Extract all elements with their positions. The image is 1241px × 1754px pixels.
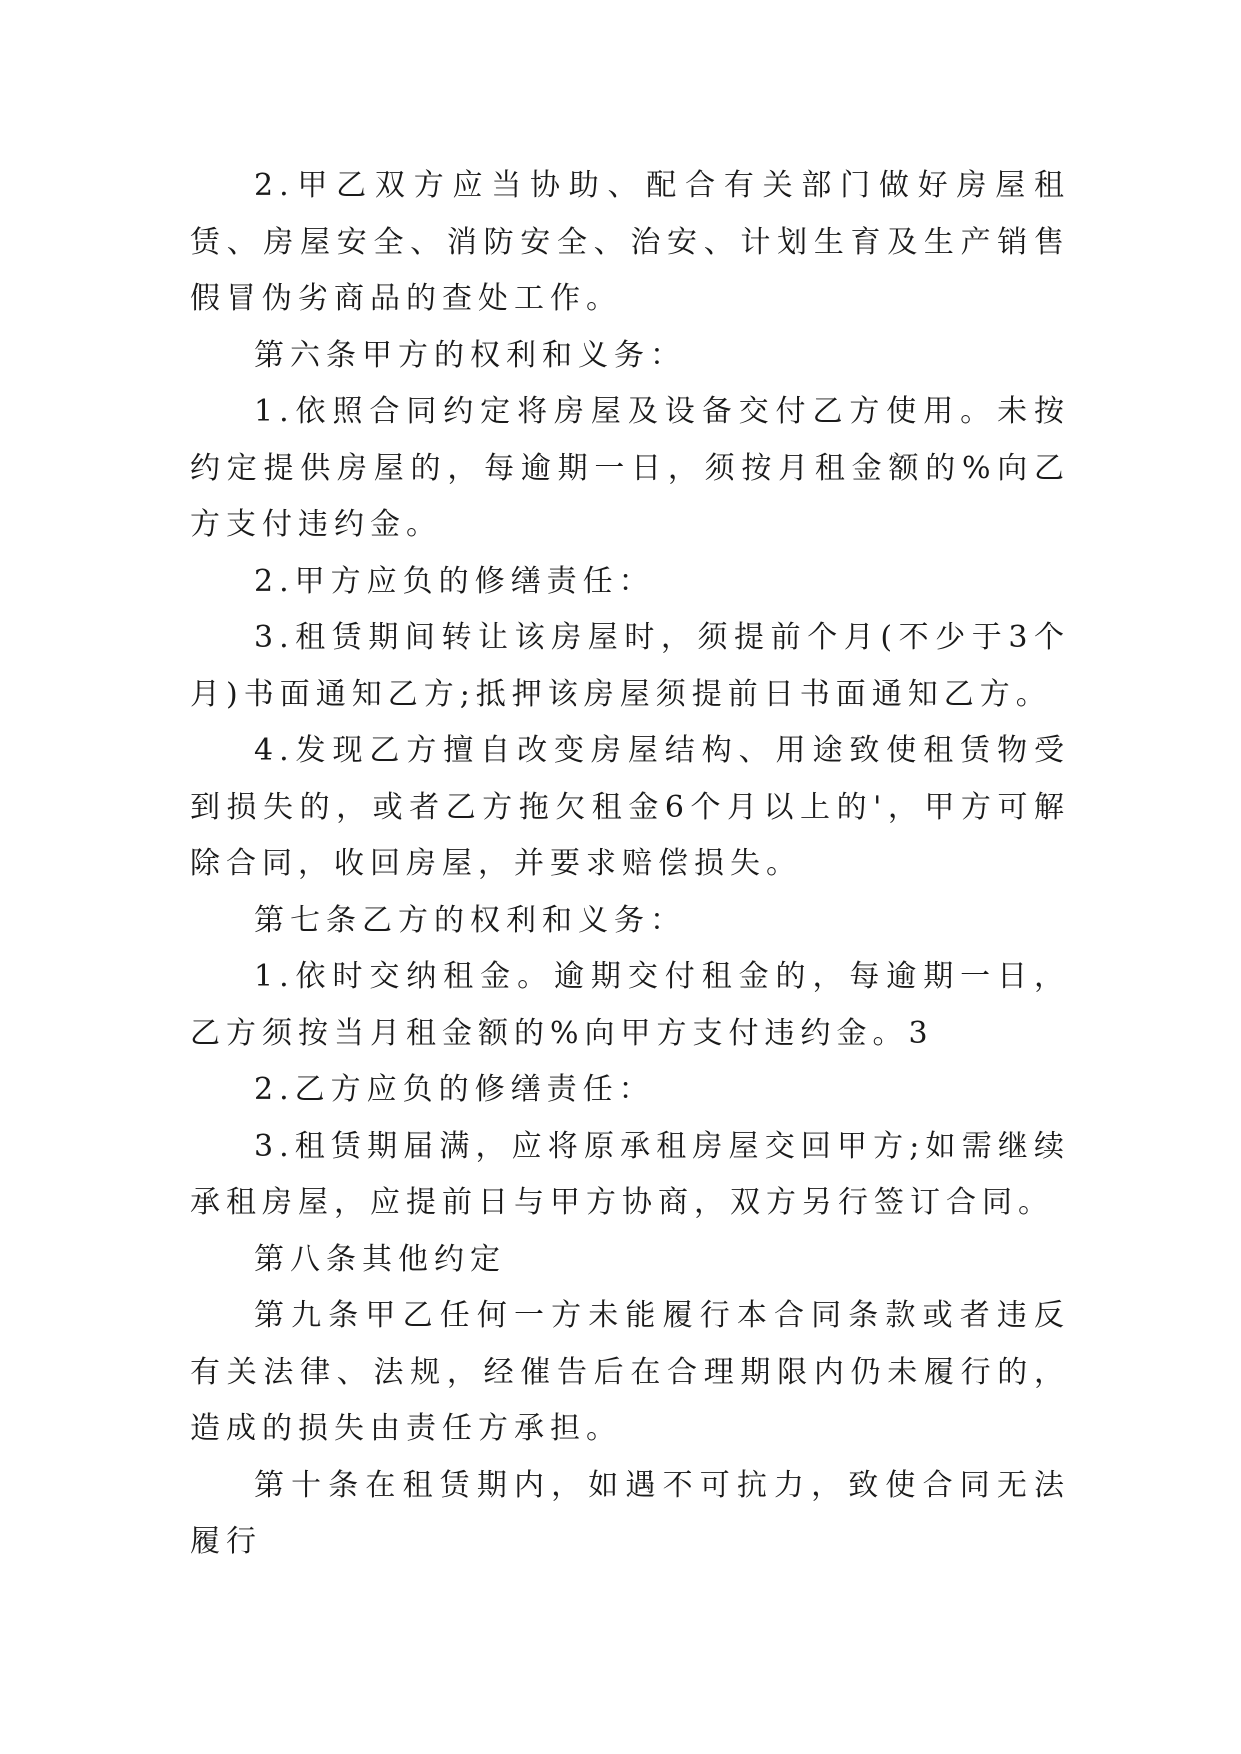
paragraph-article-6-item-2: 2.甲方应负的修缮责任： [254,563,655,599]
paragraph-article-7-item-1: 1.依时交纳租金。逾期交付租金的，每逾期一日，乙方须按当月租金额的%向甲方支付违约金。3 [190,959,1070,1051]
paragraph-article-7-item-3: 3.租赁期届满，应将原承租房屋交回甲方;如需继续承租房屋，应提前日与甲方协商，双方另行签订合同。 [190,1128,1070,1220]
heading-article-6: 第六条甲方的权利和义务： [254,337,686,373]
heading-article-7: 第七条乙方的权利和义务： [254,902,686,938]
paragraph-article-6-item-4: 4.发现乙方擅自改变房屋结构、用途致使租赁物受到损失的，或者乙方拖欠租金6个月以上的'，甲方可解除合同，收回房屋，并要求赔偿损失。 [190,733,1070,881]
paragraph-article-9: 第九条甲乙任何一方未能履行本合同条款或者违反有关法律、法规，经催告后在合理期限内仍未履行的，造成的损失由责任方承担。 [190,1298,1070,1446]
paragraph-article-6-item-3: 3.租赁期间转让该房屋时，须提前个月(不少于3个月)书面通知乙方;抵押该房屋须提前日书面通知乙方。 [190,620,1070,712]
paragraph-cooperation: 2.甲乙双方应当协助、配合有关部门做好房屋租赁、房屋安全、消防安全、治安、计划生育及生产销售假冒伪劣商品的查处工作。 [190,168,1070,316]
heading-article-8: 第八条其他约定 [254,1241,506,1277]
document-body [190,158,1070,1571]
paragraph-article-7-item-2: 2.乙方应负的修缮责任： [254,1072,655,1107]
paragraph-article-6-item-1: 1.依照合同约定将房屋及设备交付乙方使用。未按约定提供房屋的，每逾期一日，须按月租金额的%向乙方支付违约金。 [190,394,1070,542]
paragraph-article-10: 第十条在租赁期内，如遇不可抗力，致使合同无法履行 [190,1467,1070,1559]
